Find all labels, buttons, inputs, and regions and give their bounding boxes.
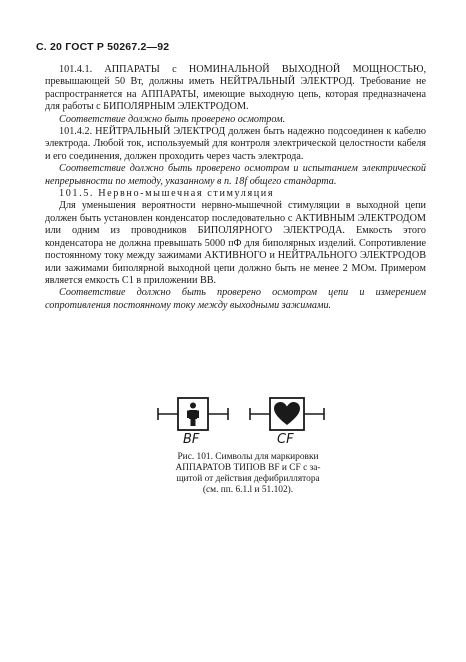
person-in-box-icon — [156, 394, 230, 434]
body-text — [45, 64, 426, 312]
paragraph-101-4-2: 101.4.2. НЕЙТРАЛЬНЫЙ ЭЛЕКТРОД должен быть надежно подсоединен к кабелю электрода. Любой ток, используемый для контроля электрической целостности кабеля и его соединения, должен проходить через часть электрода. — [45, 126, 426, 162]
section-heading-101-5: 101.5. Нервно-мышечная стимуляция — [59, 188, 275, 200]
paragraph-101-5-body: Для уменьшения вероятности нервно-мышечной стимуляции в выходной цепи должен быть установлен конденсатор последовательно с АКТИВНЫМ ЭЛЕКТРОДОМ или одним из проводников БИПОЛЯРНОГО ЭЛЕКТРОДА. Емкость этого конденсатора не должна превышать 5000 пФ для биполярных изделий. Сопротивление постоянному току между зажимами АКТИВНОГО и НЕЙТРАЛЬНОГО ЭЛЕКТРОДОВ или зажимами биполярной выходной цепи должно быть не менее 2 МОм. Примером является емкость C1 в приложении ВВ. — [45, 200, 426, 286]
symbol-label-cf: CF — [277, 432, 294, 447]
compliance-note-1: Соответствие должно быть проверено осмотром. — [59, 113, 286, 125]
caption-line: щитой от действия дефибриллятора — [176, 474, 320, 484]
caption-line: Рис. 101. Символы для маркировки — [177, 452, 319, 462]
symbol-label-bf: BF — [183, 432, 200, 447]
page-header: С. 20 ГОСТ Р 50267.2—92 — [36, 41, 170, 53]
paragraph-101-4-1: 101.4.1. АППАРАТЫ с НОМИНАЛЬНОЙ ВЫХОДНОЙ МОЩНОСТЬЮ, превышающей 50 Вт, должны иметь НЕЙТРАЛЬНЫЙ ЭЛЕКТРОД. Требование не распространяется на АППАРАТЫ, имеющие выходную цепь, которая предназначена для работы с БИПОЛЯРНЫМ ЭЛЕКТРОДОМ. — [45, 64, 426, 113]
compliance-note-3: Соответствие должно быть проверено осмотром цепи и измерением сопротивления постоянному току между выходными зажимами. — [45, 287, 426, 311]
heart-in-box-icon — [248, 394, 326, 434]
compliance-note-2: Соответствие должно быть проверено осмотром и испытанием электрической непрерывности по методу, указанному в п. 18f общего стандарта. — [45, 163, 426, 187]
caption-line: (см. пп. 6.1.l и 51.102). — [202, 485, 294, 495]
caption-line: АППАРАТОВ ТИПОВ BF и CF с за- — [175, 463, 321, 473]
figure-caption — [168, 452, 328, 496]
